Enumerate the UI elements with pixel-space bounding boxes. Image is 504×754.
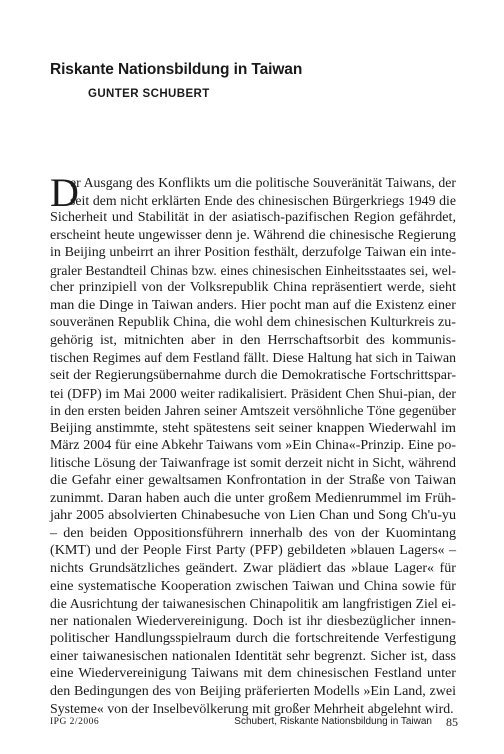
body-line: gehörig ist, mitnichten aber in den Herrschaftsorbit des kommunis- [50, 331, 456, 348]
body-line: zunimmt. Daran haben auch die unter großem Medienrummel im Früh- [50, 489, 456, 506]
article-author: GUNTER SCHUBERT [88, 88, 210, 100]
body-line: Sicherheit und Stabilität in der asiatisch-pazifischen Region gefährdet, [50, 209, 456, 226]
body-line: erscheint heute ungewisser denn je. Während die chinesische Regierung [50, 227, 456, 243]
body-line: März 2004 für eine Abkehr Taiwans vom »Ein China«-Prinzip. Eine po- [50, 438, 456, 454]
body-line: nichts Grundsätzliches geändert. Zwar plädiert das »blaue Lager« für [50, 560, 456, 577]
body-line: die Gefahr einer gewaltsamen Konfrontation in der Straße von Taiwan [50, 472, 456, 489]
body-line: eine Wiedervereinigung Taiwans mit dem chinesischen Festland unter [50, 665, 456, 682]
footer-journal: IPG 2/2006 [50, 717, 100, 727]
body-line: tei (DFP) im Mai 2000 weiter radikalisiert. Präsident Chen Shui-pian, der [50, 385, 456, 401]
article-title: Riskante Nationsbildung in Taiwan [50, 61, 303, 78]
body-line: souveränen Republik China, die wohl dem chinesischen Kulturkreis zu- [50, 314, 456, 331]
body-line: er Ausgang des Konflikts um die politische Souveränität Taiwans, der [70, 175, 456, 190]
body-line: cher prinzipiell von der Volksrepublik China repräsentiert werde, sieht [50, 279, 456, 296]
body-line: ner nationalen Wiedervereinigung. Doch ist ihr diesbezüglicher innen- [50, 612, 456, 629]
body-line: seit der Regierungsübernahme durch die Demokratische Fortschrittspar- [50, 368, 456, 384]
body-line: in den ersten beiden Jahren seiner Amtszeit versöhnliche Töne gegenüber [50, 403, 456, 419]
body-line: den Bedingungen des von Beijing präferierten Modells »Ein Land, zwei [50, 683, 456, 699]
body-line: (KMT) und der People First Party (PFP) gebildeten »blauen Lagers« – [50, 542, 456, 559]
body-line: seit dem nicht erklärten Ende des chinesischen Bürgerkriegs 1949 die [70, 192, 456, 208]
body-line: litische Lösung der Taiwanfrage ist somit derzeit nicht in Sicht, während [50, 455, 456, 471]
body-line: tischen Regimes auf dem Festland fällt. Diese Haltung hat sich in Taiwan [50, 350, 456, 366]
body-line: Beijing anstimmte, steht spätestens seit seiner knappen Wiederwahl im [50, 419, 456, 436]
body-line: die Ausrichtung der taiwanesischen Chinapolitik am langfristigen Ziel ei- [50, 596, 456, 612]
body-line: Systeme« von der Inselbevölkerung mit großer Mehrheit abgelehnt wird. [50, 701, 454, 717]
body-line: eine systematische Kooperation zwischen Taiwan und China sowie für [50, 577, 456, 594]
footer-running-title: Schubert, Riskante Nationsbildung in Taiwan [234, 716, 432, 727]
body-line: einer taiwanesischen nationalen Identität sehr begrenzt. Sicher ist, dass [50, 647, 456, 664]
body-line: – den beiden Oppositionsführern innerhalb des von der Kuomintang [50, 524, 456, 541]
body-line: politischer Handlungsspielraum durch die fortschreitende Verfestigung [50, 630, 456, 647]
drop-cap: D [50, 170, 79, 215]
body-line: in Beijing unbeirrt an ihrer Position festhält, derzufolge Taiwan ein inte- [50, 245, 456, 261]
body-line: graler Bestandteil Chinas bzw. eines chinesischen Einheitsstaates sei, wel- [50, 262, 456, 278]
page-number: 85 [446, 715, 458, 729]
body-line: man die Dinge in Taiwan anders. Hier pocht man auf die Existenz einer [50, 296, 456, 313]
article-body [50, 170, 456, 718]
page-footer [50, 716, 458, 730]
body-line: jahr 2005 absolvierten Chinabesuche von Lien Chan und Song Ch'u-yu [50, 507, 456, 524]
